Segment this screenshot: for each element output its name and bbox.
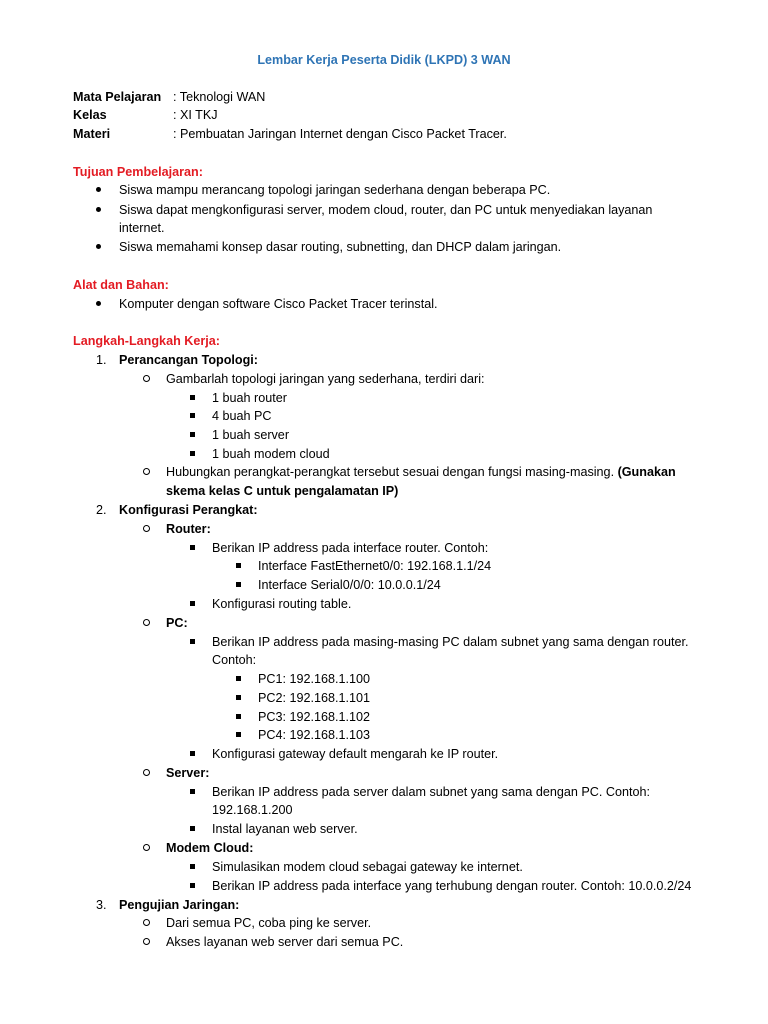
list-item-emphasis: (Gunakan xyxy=(617,465,676,479)
sub-title-router: Router: xyxy=(166,522,211,536)
circle-bullet-icon xyxy=(143,463,150,482)
list-item: PC1: 192.168.1.100 xyxy=(258,672,371,686)
list-item xyxy=(166,463,676,482)
circle-bullet-icon xyxy=(143,370,150,389)
sub-title-server: Server: xyxy=(166,766,210,780)
heading-alat: Alat dan Bahan: xyxy=(73,278,169,292)
list-item: Siswa mampu merancang topologi jaringan sederhana dengan beberapa PC. xyxy=(119,183,551,197)
step-number: 1. xyxy=(96,353,107,367)
list-item: Komputer dengan software Cisco Packet Tracer terinstal. xyxy=(119,297,438,311)
sub-title-pc: PC: xyxy=(166,616,188,630)
square-bullet-icon xyxy=(190,858,195,877)
meta-value: : Teknologi WAN xyxy=(173,90,266,104)
bullet-icon xyxy=(96,295,101,314)
square-bullet-icon xyxy=(236,689,241,708)
list-item: PC4: 192.168.1.103 xyxy=(258,728,371,742)
circle-bullet-icon xyxy=(143,933,150,952)
list-item: 1 buah server xyxy=(212,428,290,442)
list-item: Akses layanan web server dari semua PC. xyxy=(166,935,404,949)
square-bullet-icon xyxy=(236,557,241,576)
square-bullet-icon xyxy=(236,576,241,595)
list-item: Simulasikan modem cloud sebagai gateway ke internet. xyxy=(212,860,523,874)
sub-title-modem: Modem Cloud: xyxy=(166,841,254,855)
list-item: Siswa dapat mengkonfigurasi server, modem cloud, router, dan PC untuk menyediakan layanan xyxy=(119,203,653,217)
circle-bullet-icon xyxy=(143,914,150,933)
bullet-icon xyxy=(96,201,101,220)
heading-tujuan: Tujuan Pembelajaran: xyxy=(73,165,203,179)
heading-langkah: Langkah-Langkah Kerja: xyxy=(73,334,220,348)
step-title: Konfigurasi Perangkat: xyxy=(119,503,258,517)
list-item-continuation: skema kelas C untuk pengalamatan IP) xyxy=(166,484,399,498)
meta-key: Materi xyxy=(73,127,111,141)
list-item: 4 buah PC xyxy=(212,409,272,423)
list-item: Berikan IP address pada interface router. Contoh: xyxy=(212,541,489,555)
circle-bullet-icon xyxy=(143,614,150,633)
step-number: 3. xyxy=(96,898,107,912)
list-item: PC3: 192.168.1.102 xyxy=(258,710,371,724)
bullet-icon xyxy=(96,238,101,257)
square-bullet-icon xyxy=(190,389,195,408)
step-title: Perancangan Topologi: xyxy=(119,353,259,367)
square-bullet-icon xyxy=(236,708,241,727)
list-item: Konfigurasi gateway default mengarah ke IP router. xyxy=(212,747,499,761)
meta-key: Mata Pelajaran xyxy=(73,90,162,104)
square-bullet-icon xyxy=(236,726,241,745)
list-item-text: Hubungkan perangkat-perangkat tersebut sesuai dengan fungsi masing-masing. xyxy=(166,465,615,479)
list-item: Interface Serial0/0/0: 10.0.0.1/24 xyxy=(258,578,441,592)
list-item: 1 buah router xyxy=(212,391,287,405)
list-item-continuation: 192.168.1.200 xyxy=(212,803,293,817)
square-bullet-icon xyxy=(190,633,195,652)
meta-key: Kelas xyxy=(73,108,107,122)
list-item-continuation: internet. xyxy=(119,221,165,235)
list-item: Dari semua PC, coba ping ke server. xyxy=(166,916,372,930)
square-bullet-icon xyxy=(190,745,195,764)
square-bullet-icon xyxy=(190,877,195,896)
list-item: Gambarlah topologi jaringan yang sederhana, terdiri dari: xyxy=(166,372,485,386)
list-item-continuation: Contoh: xyxy=(212,653,257,667)
list-item: Berikan IP address pada masing-masing PC dalam subnet yang sama dengan router. xyxy=(212,635,689,649)
square-bullet-icon xyxy=(190,539,195,558)
circle-bullet-icon xyxy=(143,839,150,858)
list-item: Instal layanan web server. xyxy=(212,822,358,836)
square-bullet-icon xyxy=(190,783,195,802)
meta-value: : Pembuatan Jaringan Internet dengan Cisco Packet Tracer. xyxy=(173,127,507,141)
list-item: PC2: 192.168.1.101 xyxy=(258,691,371,705)
list-item: Siswa memahami konsep dasar routing, subnetting, dan DHCP dalam jaringan. xyxy=(119,240,562,254)
list-item: Interface FastEthernet0/0: 192.168.1.1/24 xyxy=(258,559,492,573)
list-item: Berikan IP address pada server dalam subnet yang sama dengan PC. Contoh: xyxy=(212,785,651,799)
step-number: 2. xyxy=(96,503,107,517)
square-bullet-icon xyxy=(190,407,195,426)
square-bullet-icon xyxy=(190,820,195,839)
list-item: Berikan IP address pada interface yang terhubung dengan router. Contoh: 10.0.0.2/24 xyxy=(212,879,692,893)
square-bullet-icon xyxy=(190,445,195,464)
document-title: Lembar Kerja Peserta Didik (LKPD) 3 WAN xyxy=(257,53,511,67)
square-bullet-icon xyxy=(190,595,195,614)
circle-bullet-icon xyxy=(143,764,150,783)
list-item: Konfigurasi routing table. xyxy=(212,597,352,611)
list-item: 1 buah modem cloud xyxy=(212,447,330,461)
step-title: Pengujian Jaringan: xyxy=(119,898,240,912)
square-bullet-icon xyxy=(236,670,241,689)
bullet-icon xyxy=(96,181,101,200)
meta-value: : XI TKJ xyxy=(173,108,218,122)
square-bullet-icon xyxy=(190,426,195,445)
circle-bullet-icon xyxy=(143,520,150,539)
